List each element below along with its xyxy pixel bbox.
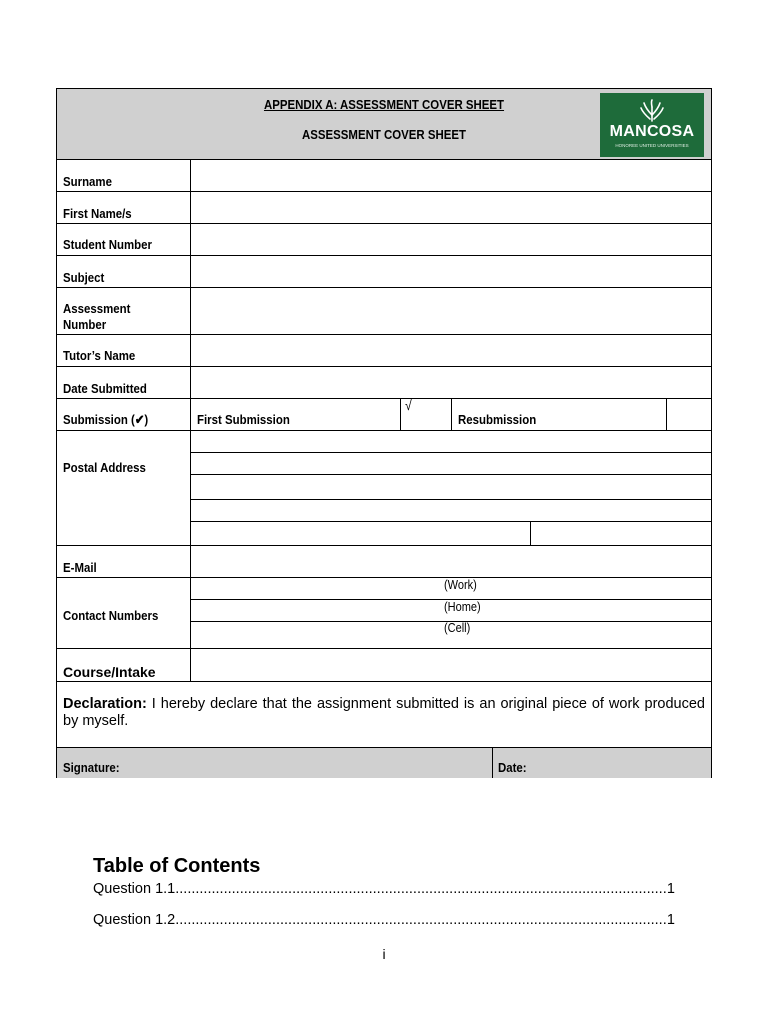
date-field[interactable] bbox=[493, 748, 711, 778]
email-field[interactable] bbox=[191, 546, 711, 577]
email-label: E-Mail bbox=[63, 560, 97, 575]
tutor-name-label: Tutor’s Name bbox=[63, 348, 136, 363]
row-divider bbox=[57, 681, 711, 682]
postal-address-field[interactable] bbox=[191, 431, 711, 545]
subject-field[interactable] bbox=[191, 256, 711, 287]
course-intake-label: Course/Intake bbox=[63, 664, 156, 680]
toc-entry[interactable] bbox=[93, 880, 675, 898]
first-names-field[interactable] bbox=[191, 192, 711, 223]
toc-entry-page: 1 bbox=[666, 912, 675, 928]
first-submission-label: First Submission bbox=[197, 412, 290, 427]
assessment-number-label: Assessment bbox=[63, 301, 131, 316]
subject-label: Subject bbox=[63, 270, 105, 285]
assessment-number-label-2: Number bbox=[63, 317, 107, 332]
signature-field[interactable] bbox=[57, 748, 492, 778]
contact-numbers-label: Contact Numbers bbox=[63, 608, 159, 623]
first-submission-checkbox[interactable] bbox=[401, 399, 451, 430]
tutor-name-field[interactable] bbox=[191, 335, 711, 366]
toc-title: Table of Contents bbox=[93, 855, 261, 877]
surname-label: Surname bbox=[63, 174, 112, 189]
submission-label: Submission (✔) bbox=[63, 412, 149, 427]
toc-leader-dots bbox=[175, 911, 667, 929]
signature-row bbox=[57, 747, 711, 778]
mancosa-logo bbox=[600, 93, 704, 157]
row-divider bbox=[57, 398, 711, 399]
student-number-field[interactable] bbox=[191, 224, 711, 255]
table-of-contents bbox=[93, 854, 675, 928]
page-number: i bbox=[382, 946, 386, 962]
contact-cell-label: (Cell) bbox=[444, 621, 471, 635]
resubmission-label: Resubmission bbox=[458, 412, 537, 427]
date-label: Date: bbox=[498, 760, 527, 775]
submission-divider bbox=[451, 398, 452, 430]
student-number-label: Student Number bbox=[63, 237, 152, 252]
toc-entry-page: 1 bbox=[666, 881, 675, 897]
postal-address-label: Postal Address bbox=[63, 460, 146, 475]
signature-label: Signature: bbox=[63, 760, 120, 775]
contact-home-label: (Home) bbox=[444, 600, 481, 614]
declaration-text: I hereby declare that the assignment submitted is an original piece of work produced by myself. bbox=[63, 696, 705, 729]
sheet-title: ASSESSMENT COVER SHEET bbox=[301, 127, 467, 142]
cover-sheet-header bbox=[57, 89, 711, 160]
toc-entry-label: Question 1.1 bbox=[93, 881, 176, 897]
course-intake-field[interactable] bbox=[191, 649, 711, 681]
appendix-title: APPENDIX A: ASSESSMENT COVER SHEET bbox=[263, 97, 505, 112]
date-submitted-field[interactable] bbox=[191, 367, 711, 398]
toc-entry-label: Question 1.2 bbox=[93, 912, 176, 928]
resubmission-checkbox[interactable] bbox=[667, 399, 711, 430]
first-submission-checkmark: √ bbox=[405, 397, 412, 413]
assessment-number-field[interactable] bbox=[191, 288, 711, 334]
logo-wordmark: MANCOSA bbox=[609, 123, 695, 140]
declaration bbox=[63, 696, 705, 730]
toc-entry[interactable] bbox=[93, 911, 675, 929]
date-submitted-label: Date Submitted bbox=[63, 381, 147, 396]
first-names-label: First Name/s bbox=[63, 206, 132, 221]
toc-leader-dots bbox=[175, 880, 667, 898]
assessment-cover-sheet bbox=[56, 88, 712, 778]
contact-numbers-field[interactable] bbox=[191, 578, 711, 648]
contact-work-label: (Work) bbox=[444, 578, 477, 592]
declaration-heading: Declaration: bbox=[63, 696, 147, 712]
logo-tagline: HONOREE UNITED UNIVERSITIES bbox=[615, 143, 689, 148]
surname-field[interactable] bbox=[191, 160, 711, 191]
